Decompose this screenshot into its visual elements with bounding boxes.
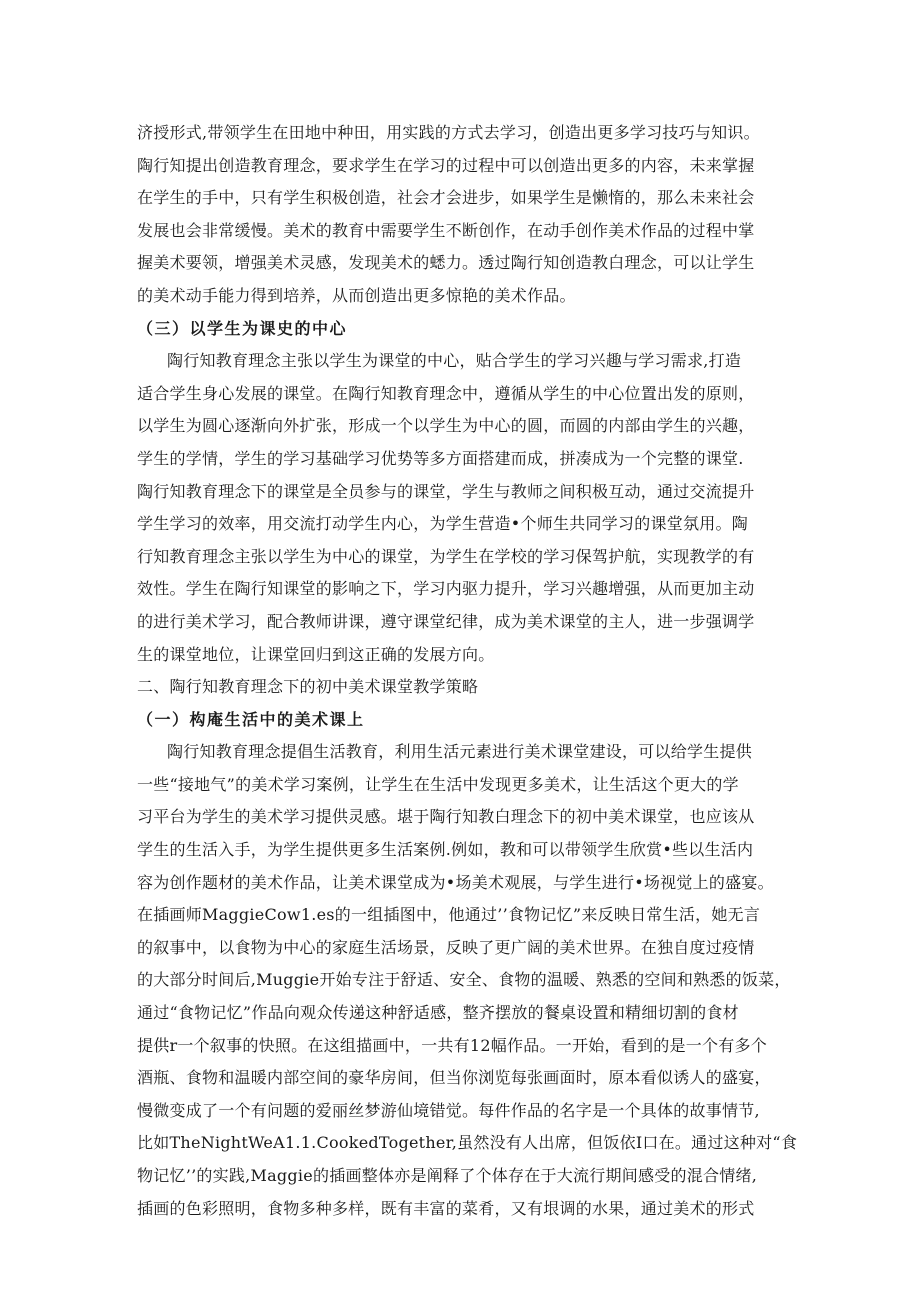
text-line: 的叙事中，以食物为中心的家庭生活场景，反映了更广阔的美术世界。在独自度过疫情 [137, 937, 755, 957]
text-line: 的大部分时间后,Muggie开始专注于舒适、安全、食物的温暖、熟悉的空间和熟悉的饭菜， [137, 970, 791, 990]
text-line: 一些“接地气”的美术学习案例，让学生在生活中发现更多美术，让生活这个更大的学 [137, 774, 739, 794]
section-heading: （三）以学生为课史的中心 [137, 318, 348, 338]
text-line: 在插画师MaggieCow1.es的一组插图中，他通过’’食物记忆”来反映日常生活，她无言 [137, 905, 761, 925]
text-line: 比如TheNightWeA1.1.CookedTogether,虽然没有人出席，但饭依I口在。通过这种对“食 [137, 1133, 798, 1153]
text-line: 通过“食物记忆”作品向观众传递这种舒适感，整齐摆放的餐桌设置和精细切割的食材 [137, 1003, 739, 1023]
paragraph-first-line: 陶行知教育理念提倡生活教育，利用生活元素进行美术课堂建设，可以给学生提供 [167, 742, 753, 762]
text-line: 陶行知教育理念下的课堂是全员参与的课堂，学生与教师之间积极互动，通过交流提升 [137, 481, 755, 501]
section-heading: （一）构庵生活中的美术课上 [137, 709, 365, 729]
chapter-heading: 二、陶行知教育理念下的初中美术课堂教学策略 [137, 677, 479, 697]
text-line: 以学生为圆心逐渐向外扩张，形成一个以学生为中心的圆，而圆的内部由学生的兴趣， [137, 416, 755, 436]
text-line: 济授形式,带领学生在田地中种田，用实践的方式去学习，创造出更多学习技巧与知识。 [137, 123, 760, 142]
text-line: 学生学习的效率，用交流打动学生内心，为学生营造•个师生共同学习的课堂氛用。陶 [137, 514, 748, 534]
text-line: 物记忆’’的实践,Maggie的插画整体亦是阐释了个体存在于大流行期间感受的混合情绪, [137, 1166, 758, 1185]
text-line: 效性。学生在陶行知课堂的影响之下，学习内驱力提升，学习兴趣增强，从而更加主动 [137, 579, 755, 599]
text-line: 容为创作题材的美术作品，让美术课堂成为•场美术观展，与学生进行•场视觉上的盛宴。 [137, 872, 774, 892]
text-line: 发展也会非常缓慢。美术的教育中需要学生不断创作，在动手创作美术作品的过程中掌 [137, 220, 755, 240]
text-line: 的进行美术学习，配合教师讲课，遵守课堂纪律，成为美术课堂的主人，进一步强调学 [137, 611, 755, 631]
text-line: 学生的学情，学生的学习基础学习优势等多方面搭建而成，拼凑成为一个完整的课堂. [137, 448, 744, 468]
text-line: 握美术要领，增强美术灵感，发现美术的蟋力。透过陶行知创造教白理念，可以让学生 [137, 253, 755, 273]
text-line: 陶行知提出创造教育理念，要求学生在学习的过程中可以创造出更多的内容，未来掌握 [137, 155, 755, 175]
text-line: 插画的色彩照明，食物多种多样，既有丰富的菜肴，又有垠调的水果，通过美术的形式 [137, 1198, 755, 1218]
text-line: 在学生的手中，只有学生积极创造，社会才会进步，如果学生是懒惰的，那么未来社会 [137, 188, 755, 208]
text-line: 行知教育理念主张以学生为中心的课堂，为学生在学校的学习保驾护航，实现教学的有 [137, 546, 755, 566]
text-line: 慢微变成了一个有问题的爱丽丝梦游仙境错觉。每件作品的名字是一个具体的故事情节, [137, 1100, 760, 1120]
text-line: 生的课堂地位，让课堂回归到这正确的发展方向。 [137, 644, 495, 664]
text-line: 的美术动手能力得到培养，从而创造出更多惊艳的美术作品。 [137, 285, 576, 305]
document-page [137, 117, 797, 1225]
text-line: 提供r一个叙事的快照。在这组描画中，一共有12幅作品。一开始，看到的是一个有多个 [137, 1035, 768, 1055]
text-line: 习平台为学生的美术学习提供灵感。堪于陶行知教白理念下的初中美术课堂，也应该从 [137, 807, 755, 827]
text-line: 适合学生身心发展的课堂。在陶行知教育理念中，遵循从学生的中心位置出发的原则， [137, 383, 755, 403]
text-line: 酒瓶、食物和温暖内部空间的豪华房间，但当你浏览每张画面时，原本看似诱人的盛宴， [137, 1068, 771, 1088]
text-line: 学生的生活入手，为学生提供更多生活案例.例如，教和可以带领学生欣赏•些以生活内 [137, 840, 754, 860]
paragraph-first-line: 陶行知教育理念主张以学生为课堂的中心，贴合学生的学习兴趣与学习需求,打造 [167, 351, 742, 371]
